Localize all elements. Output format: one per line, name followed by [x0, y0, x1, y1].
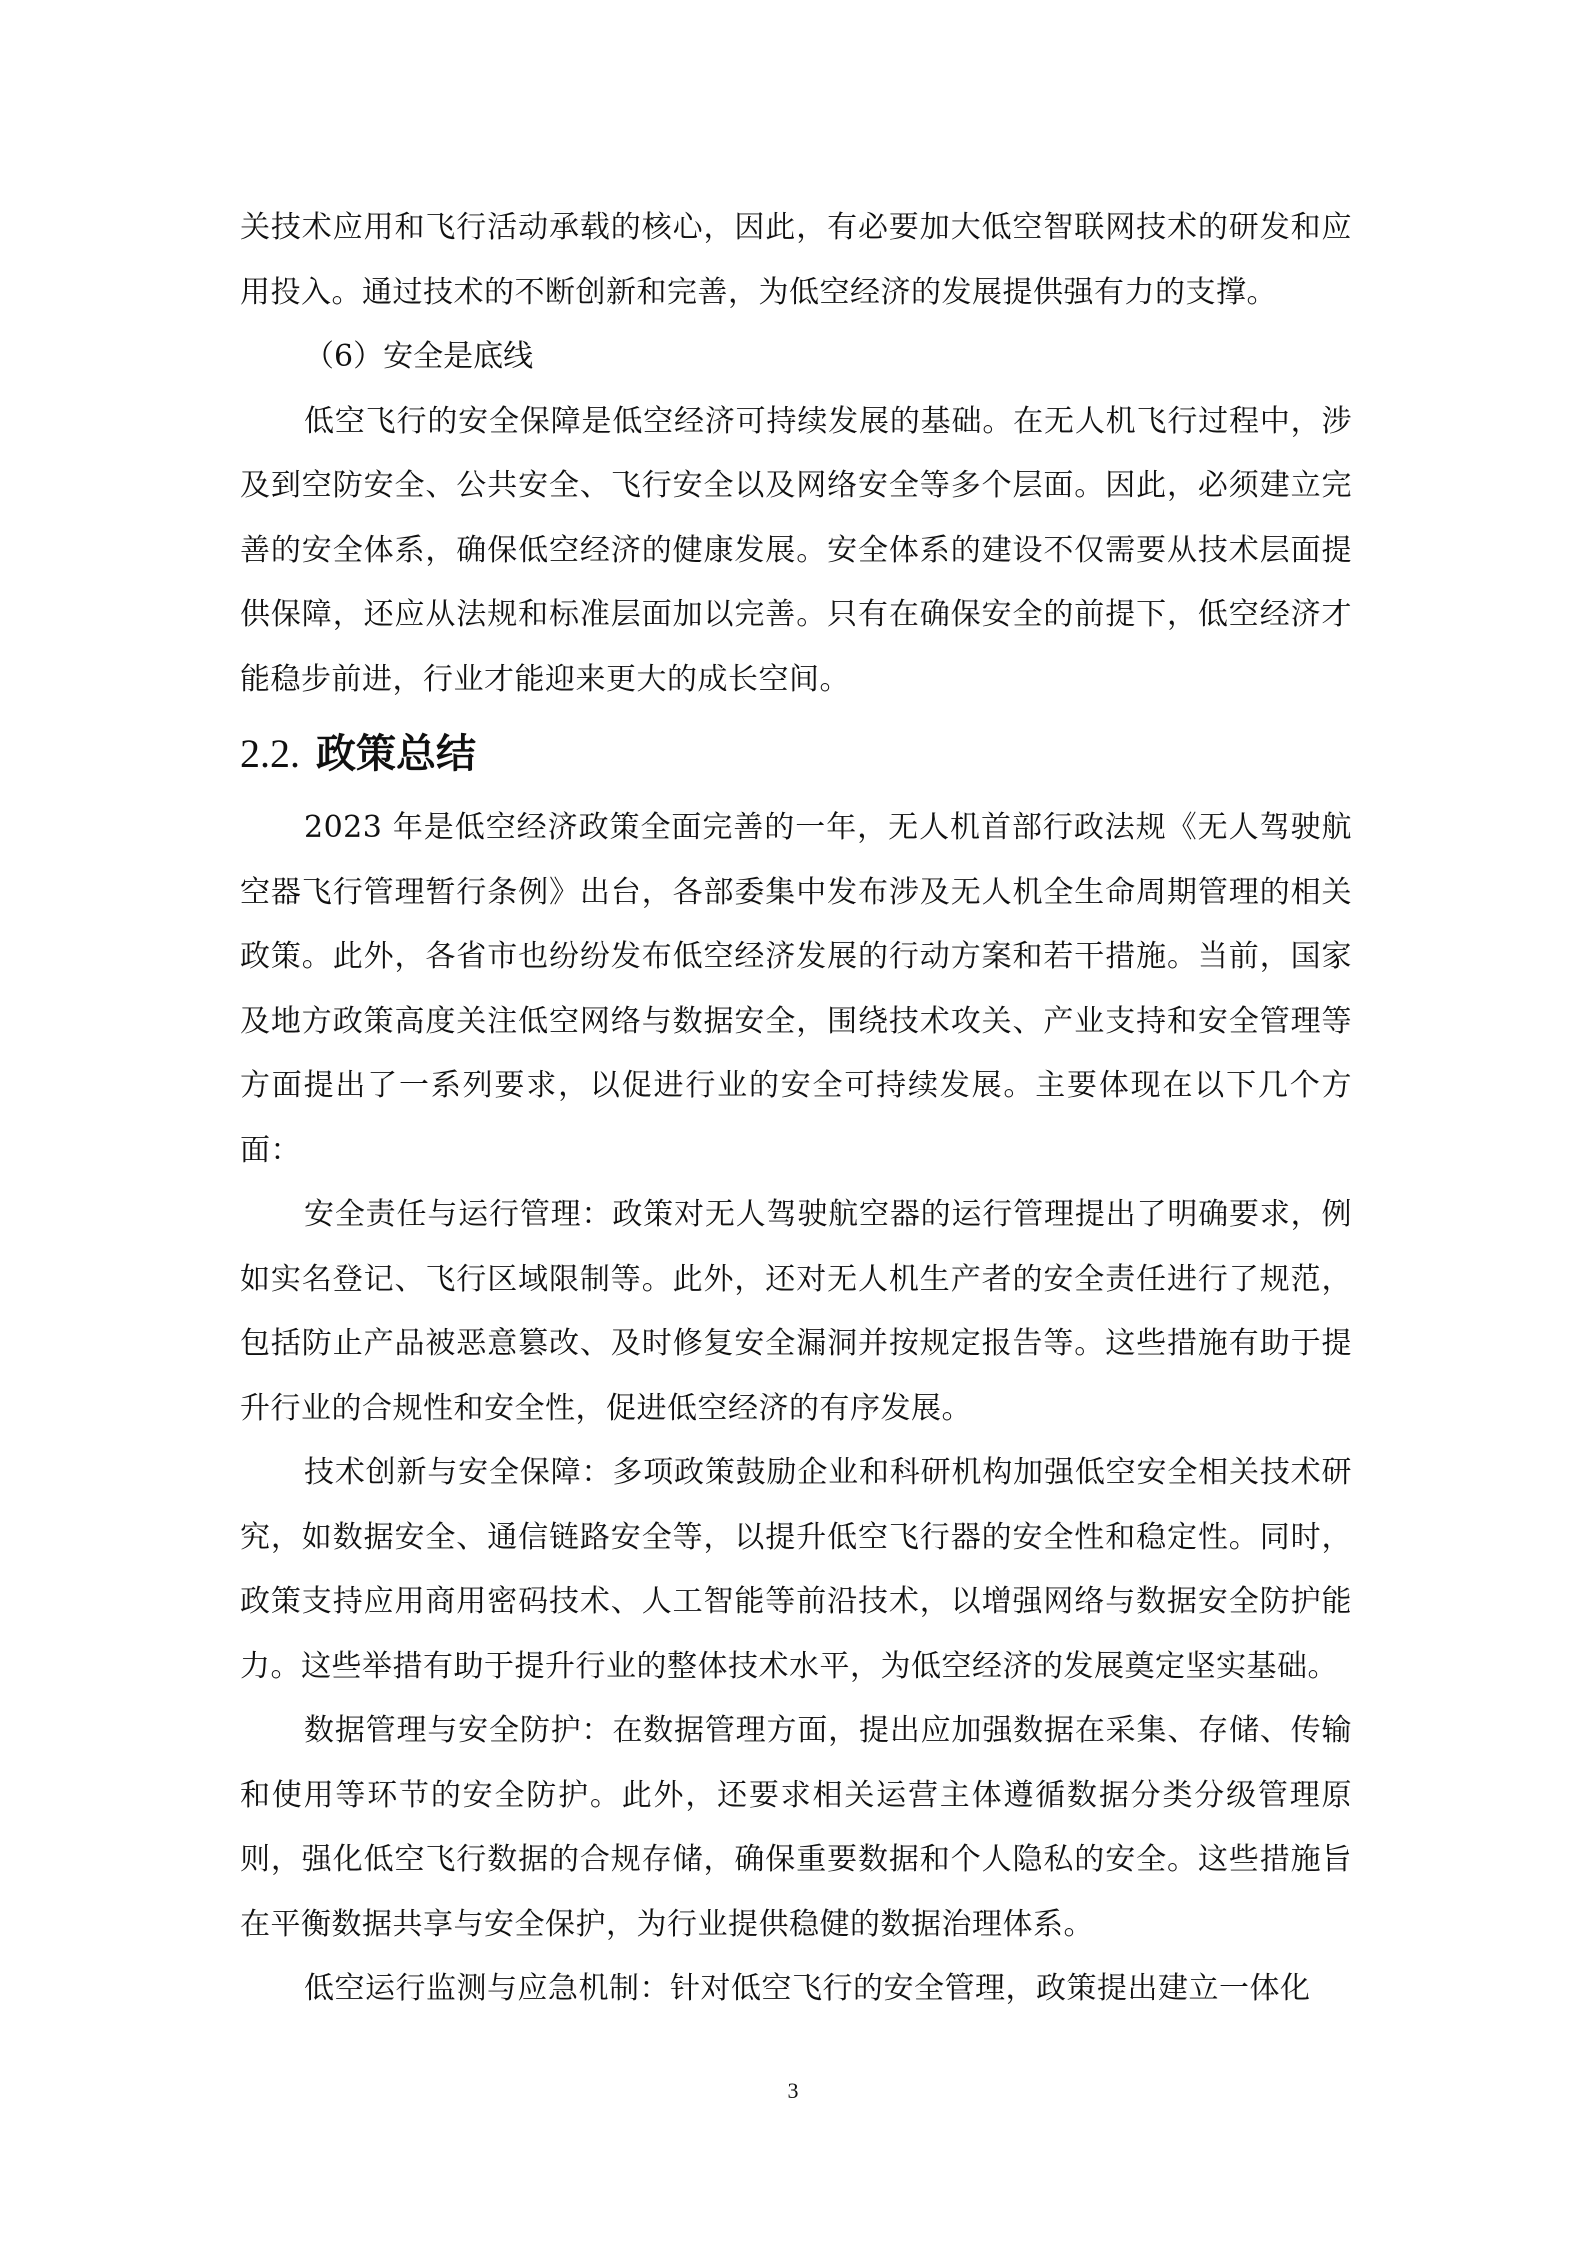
- policy-overview-paragraph: 2023 年是低空经济政策全面完善的一年，无人机首部行政法规《无人驾驶航空器飞行管理暂行条例》出台，各部委集中发布涉及无人机全生命周期管理的相关政策。此外，各省市也纷纷发布低空经济发展的行动方案和若干措施。当前，国家及地方政策高度关注低空网络与数据安全，围绕技术攻关、产业支持和安全管理等方面提出了一系列要求，以促进行业的安全可持续发展。主要体现在以下几个方面：: [240, 810, 1352, 1168]
- section-title: 政策总结: [316, 731, 476, 777]
- subsection-heading: （6）安全是底线: [304, 339, 534, 374]
- monitoring-paragraph: 低空运行监测与应急机制：针对低空飞行的安全管理，政策提出建立一体化: [304, 1971, 1311, 2006]
- section-number: 2.2.: [240, 731, 300, 776]
- safety-responsibility-paragraph: 安全责任与运行管理：政策对无人驾驶航空器的运行管理提出了明确要求，例如实名登记、飞行区域限制等。此外，还对无人机生产者的安全责任进行了规范，包括防止产品被恶意篡改、及时修复安全漏洞并按规定报告等。这些措施有助于提升行业的合规性和安全性，促进低空经济的有序发展。: [240, 1197, 1352, 1426]
- intro-paragraph: 关技术应用和飞行活动承载的核心，因此，有必要加大低空智联网技术的研发和应用投入。通过技术的不断创新和完善，为低空经济的发展提供强有力的支撑。: [240, 210, 1352, 310]
- page-number: 3: [787, 2078, 799, 2103]
- section-heading: [240, 712, 1352, 796]
- safety-paragraph: 低空飞行的安全保障是低空经济可持续发展的基础。在无人机飞行过程中，涉及到空防安全、公共安全、飞行安全以及网络安全等多个层面。因此，必须建立完善的安全体系，确保低空经济的健康发展。安全体系的建设不仅需要从技术层面提供保障，还应从法规和标准层面加以完善。只有在确保安全的前提下，低空经济才能稳步前进，行业才能迎来更大的成长空间。: [240, 403, 1352, 697]
- page-body: [240, 196, 1352, 2022]
- data-management-paragraph: 数据管理与安全防护：在数据管理方面，提出应加强数据在采集、存储、传输和使用等环节的安全防护。此外，还要求相关运营主体遵循数据分类分级管理原则，强化低空飞行数据的合规存储，确保重要数据和个人隐私的安全。这些措施旨在平衡数据共享与安全保护，为行业提供稳健的数据治理体系。: [240, 1713, 1352, 1942]
- tech-innovation-paragraph: 技术创新与安全保障：多项政策鼓励企业和科研机构加强低空安全相关技术研究，如数据安全、通信链路安全等，以提升低空飞行器的安全性和稳定性。同时，政策支持应用商用密码技术、人工智能等前沿技术，以增强网络与数据安全防护能力。这些举措有助于提升行业的整体技术水平，为低空经济的发展奠定坚实基础。: [240, 1455, 1352, 1684]
